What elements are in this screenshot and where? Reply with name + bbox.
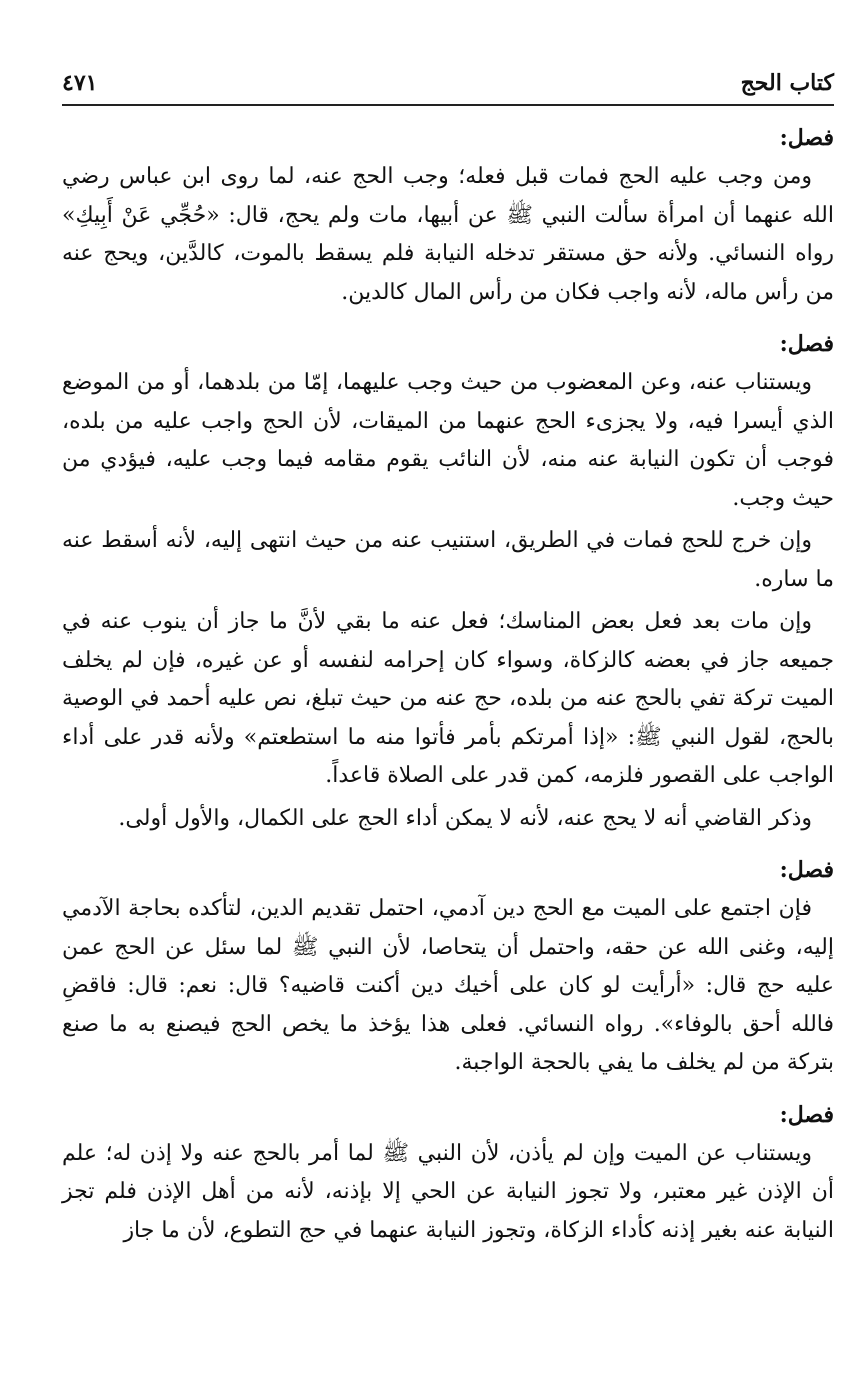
page-number: ٤٧١ xyxy=(62,70,98,96)
running-header xyxy=(62,64,834,106)
section-3 xyxy=(62,856,834,1083)
section-heading: فصل: xyxy=(779,125,834,151)
paragraph: وذكر القاضي أنه لا يحج عنه، لأنه لا يمكن أداء الحج على الكمال، والأول أولى. xyxy=(118,805,812,831)
paragraph: وإن خرج للحج فمات في الطريق، استنيب عنه من حيث انتهى إليه، لأنه أسقط عنه ما ساره. xyxy=(62,528,834,592)
section-heading: فصل: xyxy=(779,857,834,883)
book-page xyxy=(62,64,834,1364)
section-1 xyxy=(62,124,834,312)
paragraph: فإن اجتمع على الميت مع الحج دين آدمي، احتمل تقديم الدين، لتأكده بحاجة الآدمي إليه، وغنى الله عن حقه، واحتمل أن يتحاصا، لأن النبي ﷺ لما سئل عن الحج عمن عليه حج قال: «أرأيت لو كان على أخيك دين أكنت قاضيه؟ قال: نعم: قال: فاقضِ فالله أحق بالوفاء». رواه النسائي. فعلى هذا يؤخذ ما يخص الحج فيصنع به ما صنع بتركة من لم يخلف ما يفي بالحجة الواجبة. xyxy=(62,896,834,1075)
paragraph: ويستناب عن الميت وإن لم يأذن، لأن النبي ﷺ لما أمر بالحج عنه ولا إذن له؛ علم أن الإذن غير معتبر، ولا تجوز النيابة عن الحي إلا بإذنه، لأنه من أهل الإذن فلم تجز النيابة عنه بغير إذنه كأداء الزكاة، وتجوز النيابة عنهما في حج التطوع، لأن ما جاز xyxy=(62,1140,834,1243)
section-2 xyxy=(62,330,834,838)
section-4 xyxy=(62,1101,834,1251)
paragraph: وإن مات بعد فعل بعض المناسك؛ فعل عنه ما بقي لأنَّ ما جاز أن ينوب عنه في جميعه جاز في بعضه كالزكاة، وسواء كان إحرامه لنفسه أو عن غيره، فإن لم يخلف الميت تركة تفي بالحج عنه من بلده، حج عنه من حيث تبلغ، نص عليه أحمد في الوصية بالحج، لقول النبي ﷺ: «إذا أمرتكم بأمر فأتوا منه ما استطعتم» ولأنه قدر على أداء الواجب على القصور فلزمه، كمن قدر على الصلاة قاعداً. xyxy=(62,609,834,788)
section-heading: فصل: xyxy=(779,1101,834,1128)
section-heading: فصل: xyxy=(779,331,834,357)
book-title: كتاب الحج xyxy=(740,70,834,96)
paragraph: ويستناب عنه، وعن المعضوب من حيث وجب عليهما، إمّا من بلدهما، أو من الموضع الذي أيسرا فيه، ولا يجزىء الحج عنهما من الميقات، لأن الحج واجب عليه من بلده، فوجب أن تكون النيابة عنه منه، لأن النائب يقوم مقامه فيما وجب عليه، فيؤدي من حيث وجب. xyxy=(62,370,834,511)
paragraph: ومن وجب عليه الحج فمات قبل فعله؛ وجب الحج عنه، لما روى ابن عباس رضي الله عنهما أن امرأة سألت النبي ﷺ عن أبيها، مات ولم يحج، قال: «حُجِّي عَنْ أَبِيكِ» رواه النسائي. ولأنه حق مستقر تدخله النيابة فلم يسقط بالموت، كالدَّين، ويحج عنه من رأس ماله، لأنه واجب فكان من رأس المال كالدين. xyxy=(62,164,834,305)
